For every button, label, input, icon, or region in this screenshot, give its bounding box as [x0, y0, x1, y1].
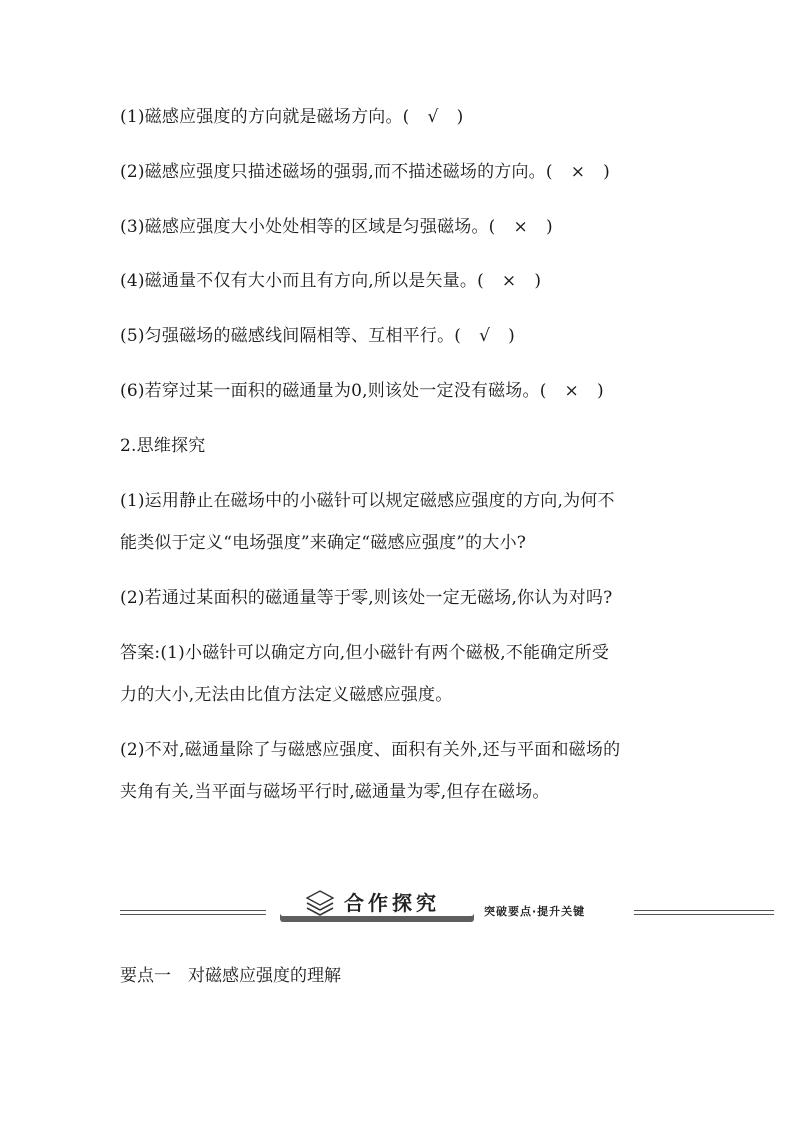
question-1-line-1: (1)运用静止在磁场中的小磁针可以规定磁感应强度的方向,为何不 — [120, 491, 615, 511]
answer-2-line-2: 夹角有关,当平面与磁场平行时,磁通量为零,但存在磁场。 — [120, 782, 550, 802]
judgement-text: (3)磁感应强度大小处处相等的区域是匀强磁场。( — [120, 217, 496, 237]
question-1-line-2: 能类似于定义“电场强度”来确定“磁感应强度”的大小? — [120, 533, 527, 553]
banner-subtitle: 突破要点·提升关键 — [484, 905, 586, 918]
answer-1-line-2: 力的大小,无法由比值方法定义磁感应强度。 — [120, 685, 453, 705]
cross-mark: × — [513, 217, 528, 237]
cross-mark: × — [570, 162, 586, 182]
judgement-text: (2)磁感应强度只描述磁场的强弱,而不描述磁场的方向。( — [120, 162, 553, 182]
stacked-layers-icon — [305, 890, 335, 918]
cross-mark: × — [564, 381, 579, 401]
close-paren: ) — [603, 162, 611, 182]
section-title: 要点一 对磁感应强度的理解 — [120, 966, 341, 986]
close-paren: ) — [456, 107, 464, 127]
close-paren: ) — [534, 271, 542, 291]
cross-mark: × — [501, 271, 517, 291]
answer-2-line-1: (2)不对,磁通量除了与磁感应强度、面积有关外,还与平面和磁场的 — [120, 740, 621, 760]
judgement-item-2 — [120, 162, 610, 182]
judgement-text: (4)磁通量不仅有大小而且有方向,所以是矢量。( — [120, 271, 484, 291]
close-paren: ) — [545, 217, 553, 237]
heading-thinking-inquiry: 2.思维探究 — [120, 436, 206, 456]
judgement-text: (6)若穿过某一面积的磁通量为0,则该处一定没有磁场。( — [120, 381, 547, 401]
judgement-item-5 — [120, 326, 515, 346]
banner-title: 合作探究 — [344, 891, 440, 915]
judgement-item-6 — [120, 381, 604, 401]
question-2: (2)若通过某面积的磁通量等于零,则该处一定无磁场,你认为对吗? — [120, 588, 613, 608]
banner-rule-right — [634, 910, 774, 915]
section-banner — [120, 888, 774, 928]
check-mark: √ — [427, 107, 439, 127]
close-paren: ) — [508, 326, 516, 346]
judgement-item-1 — [120, 107, 463, 127]
answer-1-line-1: 答案:(1)小磁针可以确定方向,但小磁针有两个磁极,不能确定所受 — [120, 643, 610, 663]
judgement-text: (5)匀强磁场的磁感线间隔相等、互相平行。( — [120, 326, 462, 346]
judgement-item-4 — [120, 271, 541, 291]
judgement-text: (1)磁感应强度的方向就是磁场方向。( — [120, 107, 410, 127]
banner-rule-left — [120, 910, 266, 915]
close-paren: ) — [597, 381, 604, 401]
check-mark: √ — [479, 326, 491, 346]
judgement-item-3 — [120, 217, 553, 237]
